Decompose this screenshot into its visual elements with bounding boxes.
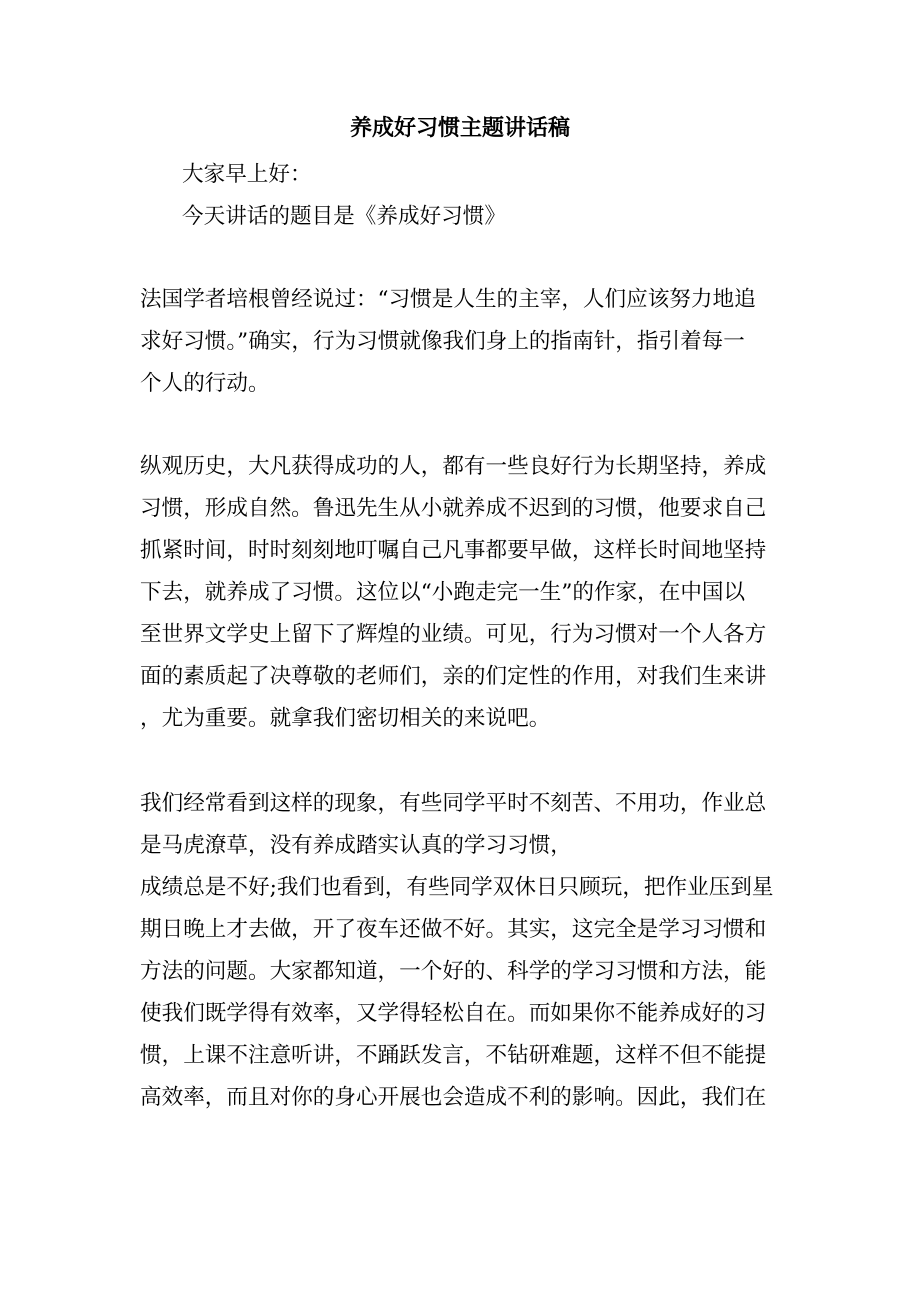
paragraph-3 (140, 783, 774, 1119)
paragraph-line: 高效率，而且对你的身心开展也会造成不利的影响。因此，我们在 (140, 1085, 767, 1110)
greeting: 大家早上好： (182, 162, 312, 187)
paragraph-line: 习惯，形成自然。鲁迅先生从小就养成不迟到的习惯，他要求自己 (140, 496, 767, 521)
paragraph-line: 期日晚上才去做，开了夜车还做不好。其实，这完全是学习习惯和 (140, 917, 767, 942)
paragraph-2 (140, 446, 766, 740)
paragraph-line: 求好习惯。”确实，行为习惯就像我们身上的指南针，指引着每一 (140, 329, 745, 354)
paragraph-line: 抓紧时间，时时刻刻地叮嘱自己凡事都要早做，这样长时间地坚持 (140, 538, 767, 563)
paragraph-1 (140, 279, 756, 405)
speech-topic: 今天讲话的题目是《养成好习惯》 (182, 204, 506, 229)
paragraph-line: 面的素质起了决尊敬的老师们，亲的们定性的作用，对我们生来讲 (140, 664, 767, 689)
paragraph-line: 方法的问题。大家都知道，一个好的、科学的学习习惯和方法，能 (140, 959, 767, 984)
greeting-block (182, 154, 506, 238)
document-title: 养成好习惯主题讲话稿 (349, 115, 570, 141)
paragraph-line: 纵观历史，大凡获得成功的人，都有一些良好行为长期坚持，养成 (140, 454, 767, 479)
paragraph-line: 下去，就养成了习惯。这位以“小跑走完一生”的作家，在中国以 (140, 580, 746, 605)
paragraph-line: 是马虎潦草，没有养成踏实认真的学习习惯， (140, 833, 572, 858)
paragraph-line: 法国学者培根曾经说过：“习惯是人生的主宰，人们应该努力地追 (140, 287, 756, 312)
paragraph-line: 至世界文学史上留下了辉煌的业绩。可见，行为习惯对一个人各方 (140, 622, 767, 647)
paragraph-line: 惯，上课不注意听讲，不踊跃发言，不钻研难题，这样不但不能提 (140, 1043, 767, 1068)
paragraph-line: 个人的行动。 (140, 371, 270, 396)
paragraph-line: ，尤为重要。就拿我们密切相关的来说吧。 (140, 706, 551, 731)
paragraph-line: 成绩总是不好;我们也看到，有些同学双休日只顾玩，把作业压到星 (140, 875, 774, 900)
paragraph-line: 我们经常看到这样的现象，有些同学平时不刻苦、不用功，作业总 (140, 791, 767, 816)
paragraph-line: 使我们既学得有效率，又学得轻松自在。而如果你不能养成好的习 (140, 1001, 767, 1026)
